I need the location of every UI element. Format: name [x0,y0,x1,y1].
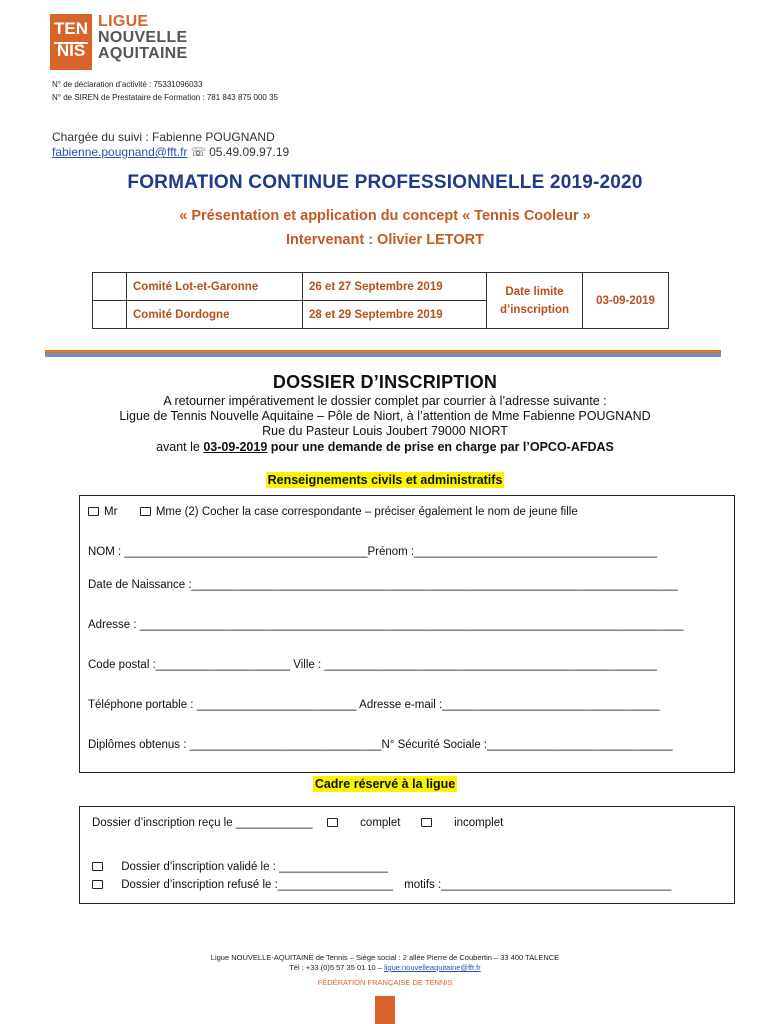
logo-mark [50,14,92,70]
session-blank-cell [93,273,127,301]
league-reserved-box [79,806,735,904]
logo-mark-bottom: NIS [56,41,86,60]
deadline-date: 03-09-2019 [583,273,669,329]
dossier-title: DOSSIER D’INSCRIPTION [272,372,498,392]
deadline-prefix: avant le [156,440,204,454]
civil-info-form [79,495,735,773]
session-blank-cell [93,301,127,329]
logo-line-1: LIGUE [98,13,149,30]
footer-email-link[interactable]: ligue.nouvelleaquitaine@fft.fr [384,963,481,972]
section-divider [45,350,721,357]
instruction-line: A retourner impérativement le dossier complet par courrier à l’adresse suivante : [163,394,607,408]
mr-label: Mr [104,506,118,518]
footer-address: Ligue NOUVELLE-AQUITAINE de Tennis – Siège social : 2 allée Pierre de Coubertin – 33 400 TALENCE [210,953,560,962]
logo-separator [54,42,88,44]
contact-block [52,130,289,160]
phone-email-field-row[interactable]: Téléphone portable : _________________________ Adresse e-mail :__________________________________ [88,699,660,711]
deadline-label: Date limite d’inscription [487,273,583,329]
sessions-table [92,272,669,329]
title-choice-row [88,506,578,518]
activity-declaration: N° de déclaration d’activité : 75331096033 [52,80,203,89]
contact-phone: ☏ 05.49.09.97.19 [190,145,290,159]
diploma-ssn-field-row[interactable]: Diplômes obtenus : ______________________________N° Sécurité Sociale :_____________________________ [88,739,673,751]
deadline-date-inline: 03-09-2019 [203,440,268,454]
incomplete-label: incomplet [454,817,504,829]
refused-row [92,879,671,891]
mme-label: Mme (2) Cocher la case correspondante – préciser également le nom de jeune fille [155,506,578,518]
postal-city-field-row[interactable]: Code postal :_____________________ Ville : ____________________________________________________ [88,659,657,671]
session-comite: Comité Dordogne [127,301,303,329]
logo-line-3: AQUITAINE [98,45,188,62]
received-row [92,817,503,829]
training-subtitle: « Présentation et application du concept « Tennis Cooleur » [179,208,591,224]
instruction-street-line: Rue du Pasteur Louis Joubert 79000 NIORT [262,424,508,438]
contact-email-link[interactable]: fabienne.pougnand@fft.fr [52,145,188,159]
contact-line [52,145,289,160]
civil-section-title [0,473,770,487]
footer-contact [0,963,770,972]
instruction-address-line: Ligue de Tennis Nouvelle Aquitaine – Pôle de Niort, à l’attention de Mme Fabienne POUGNAND [119,409,651,423]
received-date-field[interactable]: Dossier d’inscription reçu le ____________ [92,817,313,829]
mme-checkbox[interactable] [140,507,151,516]
mr-checkbox[interactable] [88,507,99,516]
footer-phone: Tél : +33 (0)5 57 35 01 10 – [289,963,385,972]
speaker-line: Intervenant : Olivier LETORT [286,232,484,248]
deadline-suffix: pour une demande de prise en charge par l’OPCO-AFDAS [267,440,614,454]
validated-checkbox[interactable] [92,862,103,871]
validated-date-field[interactable]: Dossier d’inscription validé le : _________________ [121,861,388,873]
refused-date-field[interactable]: Dossier d’inscription refusé le :__________________ [121,879,393,891]
footer-brand-mark [375,996,395,1024]
instruction-deadline-line [0,440,770,454]
logo-line-2: NOUVELLE [98,29,188,46]
session-dates: 26 et 27 Septembre 2019 [303,273,487,301]
complete-label: complet [360,817,401,829]
session-comite: Comité Lot-et-Garonne [127,273,303,301]
logo-mark-top: TEN [54,19,88,38]
contact-label: Chargée du suivi : Fabienne POUGNAND [52,130,275,144]
page-title: FORMATION CONTINUE PROFESSIONNELLE 2019-2020 [127,172,643,193]
complete-checkbox[interactable] [327,818,338,827]
league-logo [50,14,188,70]
session-row [93,273,669,301]
siren-number: N° de SIREN de Prestataire de Formation : 781 843 875 000 35 [52,93,278,102]
reserve-section-title [0,777,770,791]
refused-checkbox[interactable] [92,880,103,889]
refusal-reason-field[interactable]: motifs :____________________________________ [404,879,672,891]
address-field-row[interactable]: Adresse : _____________________________________________________________________________________ [88,619,684,631]
session-dates: 28 et 29 Septembre 2019 [303,301,487,329]
name-field-row[interactable]: NOM : ______________________________________Prénom :______________________________________ [88,546,658,558]
civil-section-title-text: Renseignements civils et administratifs [267,473,503,487]
logo-wordmark [98,14,188,62]
footer-federation: FÉDÉRATION FRANÇAISE DE TENNIS [317,978,453,987]
reserve-section-title-text: Cadre réservé à la ligue [314,777,456,791]
incomplete-checkbox[interactable] [421,818,432,827]
validated-row [92,861,388,873]
birthdate-field-row[interactable]: Date de Naissance :____________________________________________________________________________ [88,579,678,591]
